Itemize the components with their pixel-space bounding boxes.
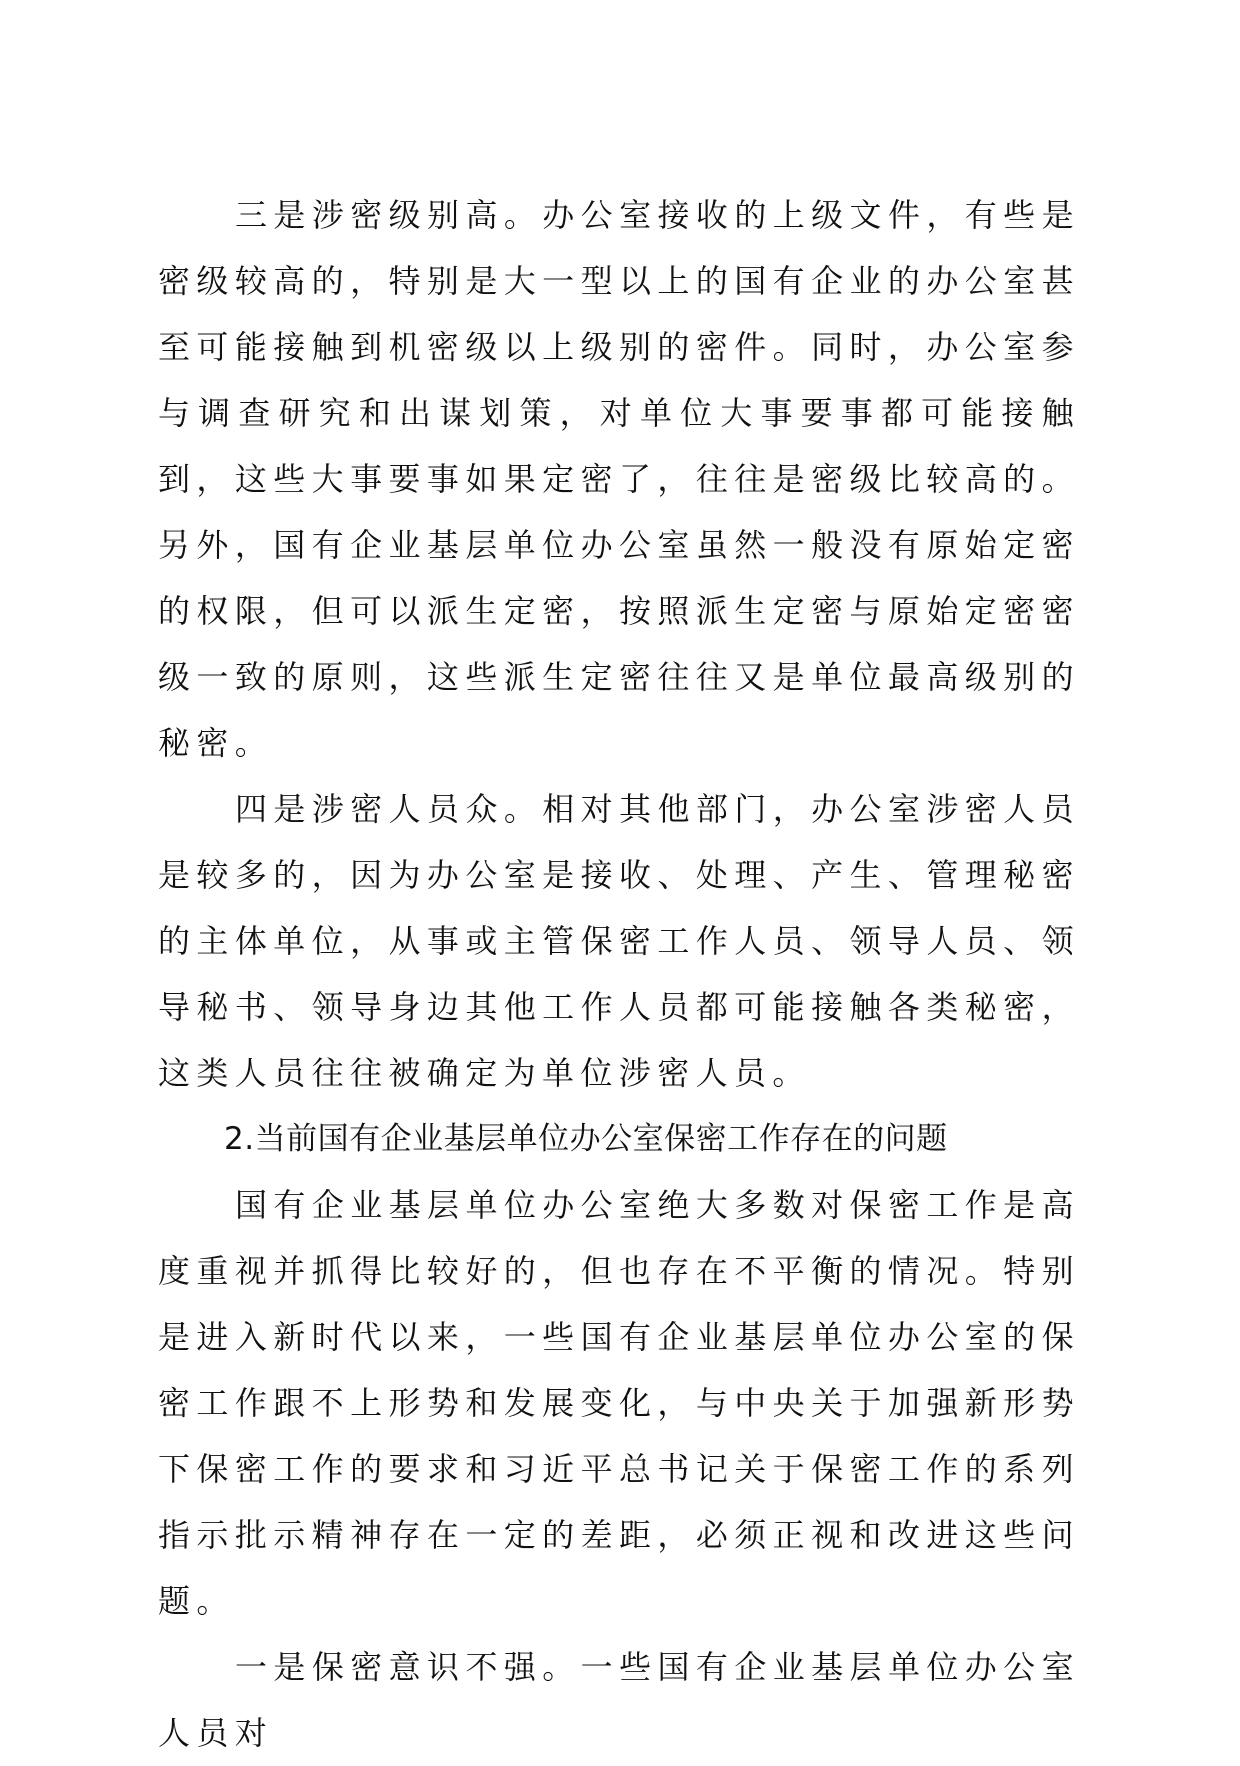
- paragraph-problems-overview: 国有企业基层单位办公室绝大多数对保密工作是高度重视并抓得比较好的，但也存在不平衡的情况。特别是进入新时代以来，一些国有企业基层单位办公室的保密工作跟不上形势和发展变化，与中央关于加强新形势下保密工作的要求和习近平总书记关于保密工作的系列指示批示精神存在一定的差距，必须正视和改进这些问题。: [158, 1186, 1080, 1620]
- paragraph-weak-awareness: 一是保密意识不强。一些国有企业基层单位办公室人员对: [158, 1648, 1080, 1752]
- paragraph-classified-personnel: 四是涉密人员众。相对其他部门，办公室涉密人员是较多的，因为办公室是接收、处理、产生、管理秘密的主体单位，从事或主管保密工作人员、领导人员、领导秘书、领导身边其他工作人员都可能接触各类秘密，这类人员往往被确定为单位涉密人员。: [158, 790, 1080, 1092]
- document-body: [158, 182, 1080, 1766]
- paragraph-classification-level: 三是涉密级别高。办公室接收的上级文件，有些是密级较高的，特别是大一型以上的国有企业的办公室甚至可能接触到机密级以上级别的密件。同时，办公室参与调查研究和出谋划策，对单位大事要事都可能接触到，这些大事要事如果定密了，往往是密级比较高的。另外，国有企业基层单位办公室虽然一般没有原始定密的权限，但可以派生定密，按照派生定密与原始定密密级一致的原则，这些派生定密往往又是单位最高级别的秘密。: [158, 196, 1080, 762]
- section-heading: 2.当前国有企业基层单位办公室保密工作存在的问题: [224, 1121, 948, 1157]
